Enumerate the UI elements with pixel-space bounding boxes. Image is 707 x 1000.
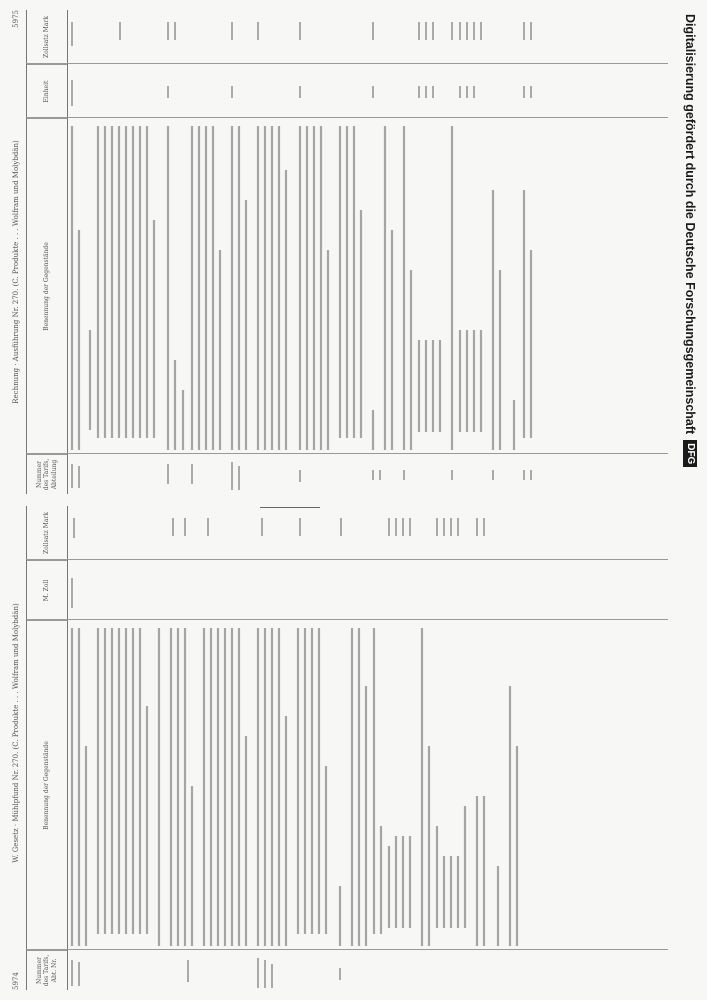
left-tariff-number-column (68, 952, 668, 990)
left-body (68, 506, 668, 990)
left-running-title: W. Gesetz · Mühlpfund Nr. 270. (C. Produkte . . . Wolfram und Molybdän) (12, 603, 20, 863)
left-header-goods: Benennung der Gegenstände (27, 620, 67, 950)
right-unit-marks (68, 66, 668, 116)
left-header-rate: Zollsatz Mark (43, 512, 51, 554)
right-running-title: Rechnung · Ausführung Nr. 270. (C. Produkte . . . Wolfram und Molybdän) (12, 140, 20, 404)
right-goods-text-block (68, 122, 668, 450)
left-rate-column (68, 508, 668, 558)
right-header-unit: Einheit (27, 64, 67, 118)
right-column-header (26, 10, 68, 494)
left-page-number: 5974 (12, 972, 20, 990)
watermark-text: Digitalisierung gefördert durch die Deutsche Forschungsgemeinschaft (683, 14, 697, 435)
right-running-head (12, 10, 24, 494)
left-column-header (26, 506, 68, 990)
left-running-head (12, 506, 24, 990)
left-page (10, 506, 670, 990)
dfg-logo: DFG (683, 440, 697, 467)
right-page (10, 10, 670, 494)
right-tariff-number-column (68, 456, 668, 494)
left-goods-text-block (68, 624, 668, 946)
right-unit-column (68, 66, 668, 116)
left-goods-text-lines (68, 624, 668, 946)
left-rate-marks (68, 508, 668, 558)
rotated-tariff-sheet (10, 10, 670, 990)
right-header-rate: Zollsatz Mark (43, 16, 51, 58)
right-page-number: 5975 (12, 10, 20, 28)
right-rate-column (68, 12, 668, 62)
center-binding-mark (260, 507, 320, 508)
left-unit-marks (68, 562, 668, 618)
left-header-tariff-number: Nummer des Tarifs, Abt. Nr. (27, 950, 67, 990)
right-header-tariff-number: Nummer des Tarifs, Abteilung (27, 454, 67, 494)
right-body (68, 10, 668, 494)
right-goods-text-lines (68, 122, 668, 450)
left-unit-column (68, 562, 668, 618)
right-rate-marks (68, 12, 668, 62)
right-tariff-number-marks (68, 456, 668, 494)
right-header-goods: Benennung der Gegenstände (27, 118, 67, 454)
left-tariff-number-marks (68, 952, 668, 990)
left-header-unit: M. Zoll (27, 560, 67, 620)
dfg-watermark (680, 4, 700, 996)
